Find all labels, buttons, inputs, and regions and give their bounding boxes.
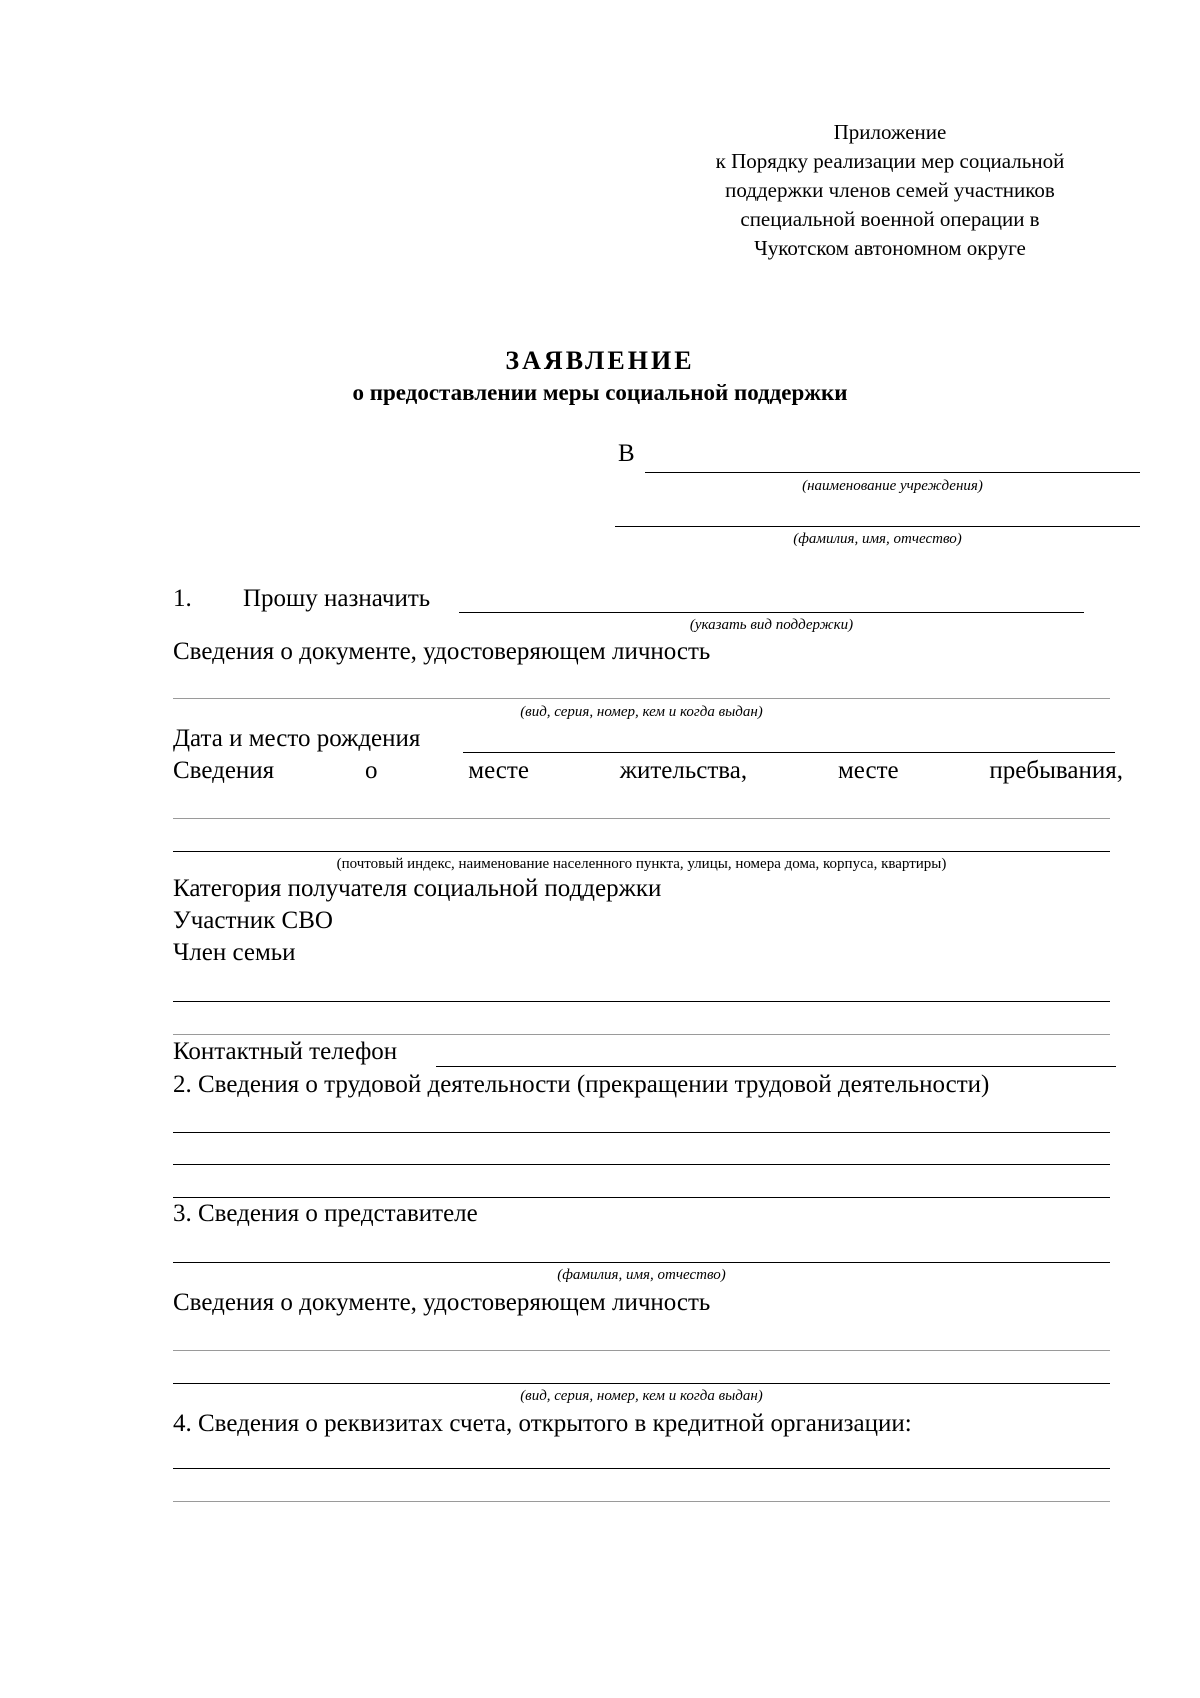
residence-word: месте xyxy=(468,757,529,784)
document-subtitle: о предоставлении меры социальной поддержки xyxy=(352,380,848,405)
section3-label: 3. Сведения о представителе xyxy=(173,1200,478,1227)
residence-label-row xyxy=(173,757,1123,785)
applicant-name-caption: (фамилия, имя, отчество) xyxy=(793,531,962,547)
residence-word: Сведения xyxy=(173,757,275,784)
residence-word: пребывания, xyxy=(989,757,1123,784)
support-type-caption: (указать вид поддержки) xyxy=(689,617,854,633)
section4-label: 4. Сведения о реквизитах счета, открытого в кредитной организации: xyxy=(173,1410,912,1437)
address-field-line1[interactable] xyxy=(173,818,1110,819)
birth-label: Дата и место рождения xyxy=(173,725,421,752)
appendix-header xyxy=(630,118,1150,263)
residence-word: о xyxy=(364,757,378,784)
category-field-line1[interactable] xyxy=(173,1001,1110,1002)
appendix-line: Чукотском автономном округе xyxy=(754,236,1026,260)
category-option-participant[interactable]: Участник СВО xyxy=(173,907,333,934)
representative-id-field-line1[interactable] xyxy=(173,1350,1110,1351)
representative-id-label: Сведения о документе, удостоверяющем личность xyxy=(173,1289,711,1316)
representative-id-field-line2[interactable] xyxy=(173,1383,1110,1384)
representative-name-field[interactable] xyxy=(173,1262,1110,1263)
representative-id-caption: (вид, серия, номер, кем и когда выдан) xyxy=(520,1388,763,1404)
bank-details-field-line1[interactable] xyxy=(173,1468,1110,1469)
appendix-line: Приложение xyxy=(833,120,947,144)
bank-details-field-line2[interactable] xyxy=(173,1501,1110,1502)
applicant-name-field[interactable] xyxy=(615,526,1140,527)
request-label: Прошу назначить xyxy=(243,585,431,612)
address-field-line2[interactable] xyxy=(173,851,1110,852)
residence-word: месте xyxy=(837,757,899,784)
category-label: Категория получателя социальной поддержки xyxy=(173,875,662,902)
employment-field-line2[interactable] xyxy=(173,1164,1110,1165)
support-type-field[interactable] xyxy=(459,612,1084,613)
institution-caption: (наименование учреждения) xyxy=(802,478,983,494)
id-document-label: Сведения о документе, удостоверяющем личность xyxy=(173,638,711,665)
id-document-field[interactable] xyxy=(173,698,1110,699)
appendix-line: поддержки членов семей участников xyxy=(725,178,1055,202)
section1-number: 1. xyxy=(173,585,192,612)
institution-field[interactable] xyxy=(645,472,1140,473)
birth-field[interactable] xyxy=(463,752,1115,753)
phone-field[interactable] xyxy=(436,1066,1116,1067)
employment-field-line1[interactable] xyxy=(173,1132,1110,1133)
section2-label: 2. Сведения о трудовой деятельности (прекращении трудовой деятельности) xyxy=(173,1071,990,1098)
phone-label: Контактный телефон xyxy=(173,1038,398,1065)
residence-word: жительства, xyxy=(619,757,748,784)
employment-field-line3[interactable] xyxy=(173,1197,1110,1198)
category-option-family[interactable]: Член семьи xyxy=(173,939,296,966)
appendix-line: специальной военной операции в xyxy=(740,207,1040,231)
appendix-line: к Порядку реализации мер социальной xyxy=(715,149,1065,173)
document-title: ЗАЯВЛЕНИЕ xyxy=(505,346,695,375)
category-field-line2[interactable] xyxy=(173,1034,1110,1035)
representative-name-caption: (фамилия, имя, отчество) xyxy=(557,1267,726,1283)
id-document-caption: (вид, серия, номер, кем и когда выдан) xyxy=(520,704,763,720)
addressee-prefix: В xyxy=(618,440,635,467)
address-caption: (почтовый индекс, наименование населенного пункта, улицы, номера дома, корпуса, квартиры) xyxy=(336,856,947,872)
